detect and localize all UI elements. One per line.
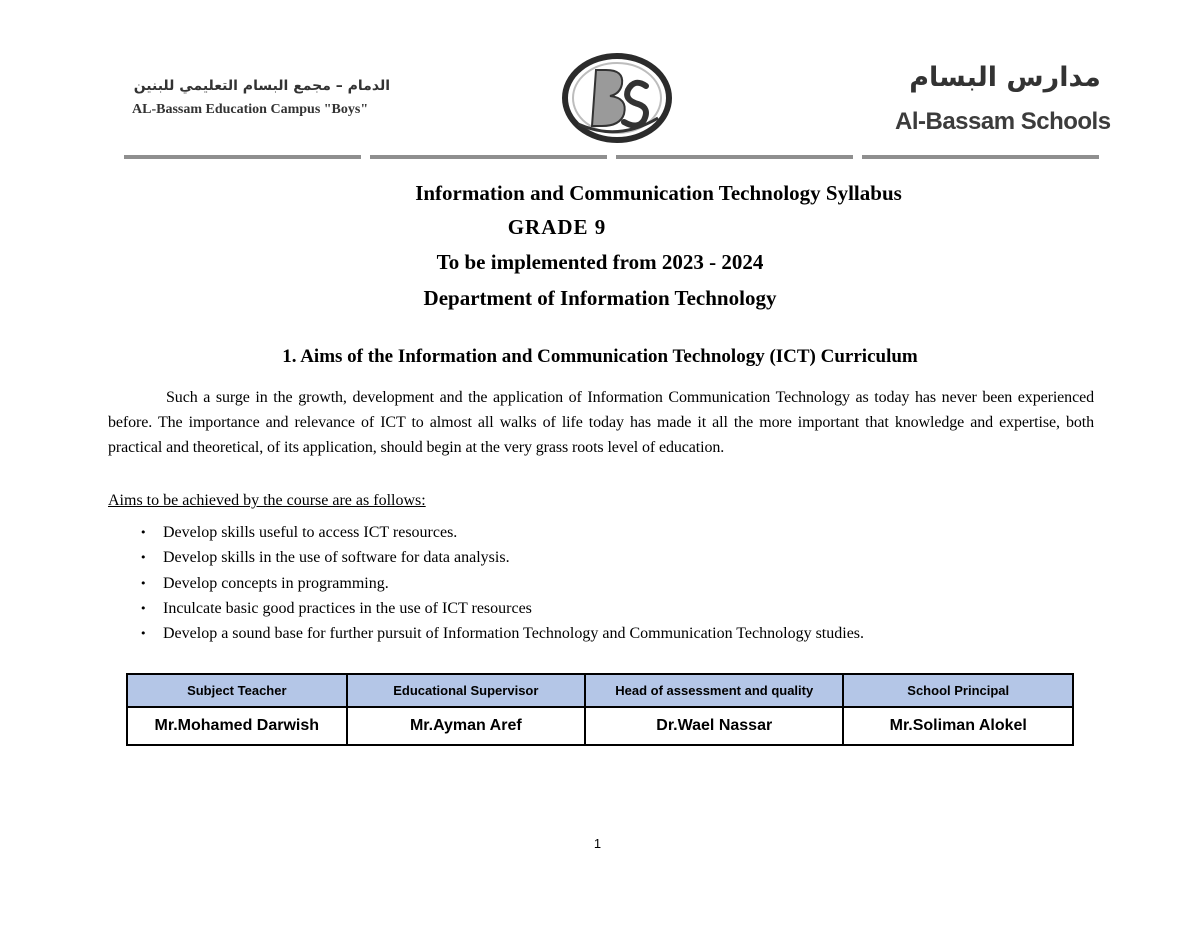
bullet-icon: • [140,601,147,615]
educational-supervisor-name: Mr.Ayman Aref [347,707,585,745]
list-item: • Develop concepts in programming. [140,571,864,596]
table-row [127,707,1073,745]
school-principal-name: Mr.Soliman Alokel [843,707,1073,745]
table-header-row [127,674,1073,707]
signatures-table [126,673,1074,746]
header-divider [862,155,1099,159]
aims-heading: Aims to be achieved by the course are as follows: [108,492,426,509]
brand-name-arabic: مدارس البسام [909,62,1101,93]
head-of-assessment-name: Dr.Wael Nassar [585,707,843,745]
section-heading: 1. Aims of the Information and Communication Technology (ICT) Curriculum [282,346,918,367]
list-item: • Inculcate basic good practices in the use of ICT resources [140,596,864,621]
header-divider [616,155,853,159]
implementation-title: To be implemented from 2023 - 2024 [436,250,764,274]
header-divider [370,155,607,159]
header-divider [124,155,361,159]
bullet-icon: • [140,526,147,539]
header-head-of-assessment: Head of assessment and quality [585,674,843,707]
school-logo-icon [558,52,676,144]
subject-teacher-name: Mr.Mohamed Darwish [127,707,347,745]
syllabus-title: Information and Communication Technology Syllabus [415,181,902,205]
header-educational-supervisor: Educational Supervisor [347,674,585,707]
campus-name-arabic: الدمام – مجمع البسام التعليمي للبنين [133,78,390,94]
campus-name-english: AL-Bassam Education Campus "Boys" [132,102,369,117]
bullet-icon: • [140,551,147,565]
aims-list [140,520,864,646]
list-item: • Develop a sound base for further pursuit of Information Technology and Communication Technology studies. [140,621,864,646]
aims-paragraph: Such a surge in the growth, development and the application of Information Communication Technology as today has never been experienced before. The importance and relevance of ICT to almost all walks of life today has made it all the more important that knowledge and expertise, both practical and theoretical, of its application, should begin at the very grass roots level of education. [108,389,1094,456]
header-subject-teacher: Subject Teacher [127,674,347,707]
grade-title: GRADE 9 [507,215,607,239]
brand-name-english: Al-Bassam Schools [895,108,1111,135]
header-school-principal: School Principal [843,674,1073,707]
department-title: Department of Information Technology [423,286,777,310]
bullet-icon: • [140,627,147,641]
list-item: • Develop skills in the use of software for data analysis. [140,545,864,570]
bullet-icon: • [140,576,147,590]
page-number: 1 [593,836,602,851]
list-item: • Develop skills useful to access ICT resources. [140,520,864,545]
